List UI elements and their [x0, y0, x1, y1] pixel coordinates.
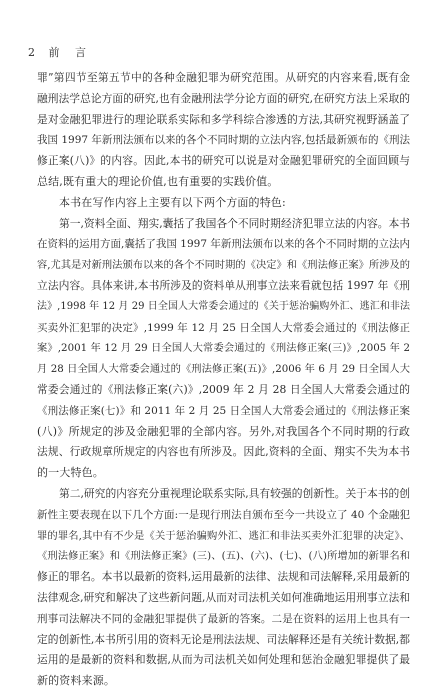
chapter-title: 前 言: [48, 46, 92, 59]
text-line: (八)》所规定的涉及金融犯罪的全部内容。另外,对我国各个不同时期的行政: [37, 424, 410, 438]
text-line: 法规、行政规章所规定的内容也有所涉及。因此,资料的全面、翔实不失为本书: [37, 445, 410, 459]
text-line: 第一,资料全面、翔实,囊括了我国各个不同时期经济犯罪立法的内容。本书: [59, 216, 410, 230]
page-number: 2: [28, 46, 36, 59]
text-line: 的一大特色。: [37, 466, 104, 480]
text-line: 法律观念,研究和解决了这些新问题,从而对司法机关如何准确地运用刑事立法和: [37, 590, 410, 604]
body-text: [37, 68, 410, 692]
text-line: 刑事司法解决不同的金融犯罪提供了最新的答案。二是在资料的运用上也具有一: [37, 612, 410, 625]
text-line: 运用的是最新的资料和数据,从而为司法机关如何处理和惩治金融犯罪提供了最: [37, 653, 410, 667]
text-line: 常委会通过的《刑法修正案(六)》,2009 年 2 月 28 日全国人大常委会通过的: [37, 382, 410, 396]
text-line: 《刑法修正案》和《刑法修正案》(三)、(五)、(六)、(七)、(八)所增加的新罪名和: [37, 550, 410, 563]
text-line: 本书在写作内容上主要有以下两个方面的特色:: [59, 195, 286, 209]
text-line: 罪的罪名,其中有不少是《关于惩治骗购外汇、逃汇和非法买卖外汇犯罪的决定》、: [37, 529, 410, 542]
text-line: 在资料的运用方面,囊括了我国 1997 年新刑法颁布以来的各个不同时期的立法内: [37, 238, 410, 251]
running-header: [28, 44, 92, 60]
text-line: 新性主要表现在以下几个方面:一是现行刑法自颁布至今一共设立了 40 个金融犯: [37, 508, 410, 521]
text-line: 《刑法修正案(七)》和 2011 年 2 月 25 日全国人大常委会通过的《刑法修正案: [37, 404, 410, 417]
text-line: 买卖外汇犯罪的决定》,1999 年 12 月 25 日全国人大常委会通过的《刑法修正: [37, 321, 410, 334]
text-line: 定的创新性,本书所引用的资料无论是刑法法规、司法解释还是有关统计数据,都: [37, 632, 410, 646]
text-line: 融刑法学总论方面的研究,也有金融刑法学分论方面的研究,在研究方法上采取的: [37, 91, 410, 105]
text-line: 罪”第四节至第五节中的各种金融犯罪为研究范围。从研究的内容来看,既有金: [37, 71, 410, 84]
text-line: 月 28 日全国人大常委会通过的《刑法修正案(五)》,2006 年 6 月 29 日全国人大: [37, 363, 410, 376]
text-line: 我国 1997 年新刑法颁布以来的各个不同时期的立法内容,包括最新颁布的《刑法: [37, 134, 410, 147]
text-line: 法》,1998 年 12 月 29 日全国人大常委会通过的《关于惩治骗购外汇、逃汇和非法: [37, 300, 410, 312]
text-line: 案》,2001 年 12 月 29 日全国人大常委会通过的《刑法修正案(三)》,2005 年 2: [37, 342, 410, 355]
text-line: 修正案(八)》的内容。因此,本书的研究可以说是对金融犯罪研究的全面回顾与: [37, 154, 410, 168]
text-line: 是对金融犯罪进行的理论联系实际和多学科综合渗透的方法,其研究视野涵盖了: [37, 112, 410, 126]
text-line: 第二,研究的内容充分重视理论联系实际,具有较强的创新性。关于本书的创: [59, 486, 410, 500]
text-line: 总结,既有重大的理论价值,也有重要的实践价值。: [37, 174, 279, 188]
text-line: 立法内容。具体来讲,本书所涉及的资料单从刑事立法来看就包括 1997 年《刑: [37, 278, 410, 292]
text-line: 容,尤其是对新刑法颁布以来的各个不同时期的《决定》和《刑法修正案》所涉及的: [37, 259, 410, 272]
text-line: 修正的罪名。本书以最新的资料,运用最新的法律、法规和司法解释,采用最新的: [37, 570, 410, 584]
text-line: 新的资料来源。: [37, 674, 116, 688]
